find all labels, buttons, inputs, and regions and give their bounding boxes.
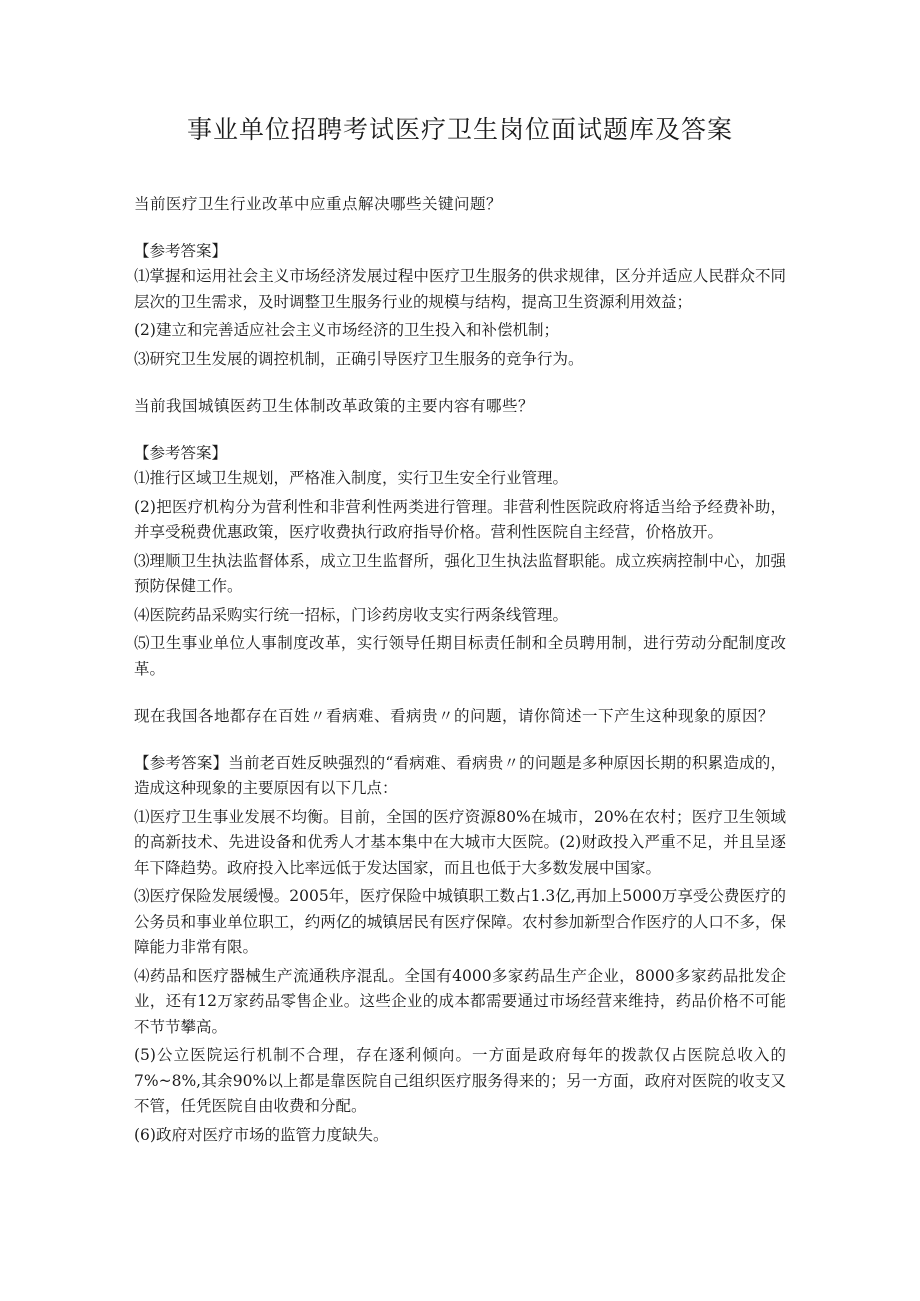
answer-label: 【参考答案】 xyxy=(134,443,228,462)
qa-section-3 xyxy=(134,704,786,1148)
answer-intro: 【参考答案】当前老百姓反映强烈的“看病难、看病贵〃的问题是多种原因长期的积累造成的，造成这种现象的主要原因有以下几点： xyxy=(134,753,786,797)
answer-paragraph: ⑶研究卫生发展的调控机制，正确引导医疗卫生服务的竞争行为。 xyxy=(134,349,584,368)
answer-paragraph: ⑶医疗保险发展缓慢。2005年，医疗保险中城镇职工数占1.3亿,再加上5000万享受公费医疗的公务员和事业单位职工，约两亿的城镇居民有医疗保障。农村参加新型合作医疗的人口不多，保障能力非常有限。 xyxy=(134,887,786,956)
answer-paragraph: (2)把医疗机构分为营利性和非营利性两类进行管理。非营利性医院政府将适当给予经费补助，并享受税费优惠政策，医疗收费执行政府指导价格。营利性医院自主经营，价格放开。 xyxy=(134,497,786,541)
answer-paragraph: (6)政府对医疗市场的监管力度缺失。 xyxy=(134,1125,389,1144)
question-text: 当前我国城镇医药卫生体制改革政策的主要内容有哪些？ xyxy=(134,397,535,415)
answer-paragraph: ⑷医院药品采购实行统一招标，门诊药房收支实行两条线管理。 xyxy=(134,605,569,624)
answer-paragraph: (5)公立医院运行机制不合理，存在逐利倾向。一方面是政府每年的拨款仅占医院总收入的7%~8%,其余90%以上都是靠医院自己组织医疗服务得来的；另一方面，政府对医院的收支又不管，任凭医院自由收费和分配。 xyxy=(134,1046,786,1115)
question-text: 当前医疗卫生行业改革中应重点解决哪些关键问题？ xyxy=(134,195,503,213)
question-text: 现在我国各地都存在百姓〃看病难、看病贵〃的问题，请你简述一下产生这种现象的原因？ xyxy=(134,707,775,725)
answer-paragraph: ⑴医疗卫生事业发展不均衡。目前，全国的医疗资源80%在城市，20%在农村；医疗卫生领域的高新技术、先进设备和优秀人才基本集中在大城市大医院。(2)财政投入严重不足，并且呈逐年下降趋势。政府投入比率远低于发达国家，而且也低于大多数发展中国家。 xyxy=(134,807,786,877)
answer-paragraph: ⑷药品和医疗器械生产流通秩序混乱。全国有4000多家药品生产企业，8000多家药品批发企业，还有12万家药品零售企业。这些企业的成本都需要通过市场经营来维持，药品价格不可能不节节攀高。 xyxy=(134,966,786,1036)
qa-section-2 xyxy=(134,394,786,682)
answer-paragraph: (2)建立和完善适应社会主义市场经济的卫生投入和补偿机制； xyxy=(134,321,559,339)
answer-paragraph: ⑸卫生事业单位人事制度改革，实行领导任期目标责任制和全员聘用制，进行劳动分配制度改革。 xyxy=(134,634,786,678)
document-body xyxy=(134,192,786,1170)
answer-label: 【参考答案】 xyxy=(134,241,228,260)
answer-paragraph: ⑴推行区域卫生规划，严格准入制度，实行卫生安全行业管理。 xyxy=(134,469,569,487)
answer-paragraph: ⑴掌握和运用社会主义市场经济发展过程中医疗卫生服务的供求规律，区分并适应人民群众不同层次的卫生需求，及时调整卫生服务行业的规模与结构，提高卫生资源利用效益； xyxy=(134,267,786,311)
page-title: 事业单位招聘考试医疗卫生岗位面试题库及答案 xyxy=(186,115,733,144)
answer-paragraph: ⑶理顺卫生执法监督体系，成立卫生监督所，强化卫生执法监督职能。成立疾病控制中心，加强预防保健工作。 xyxy=(134,551,786,595)
qa-section-1 xyxy=(134,192,786,372)
